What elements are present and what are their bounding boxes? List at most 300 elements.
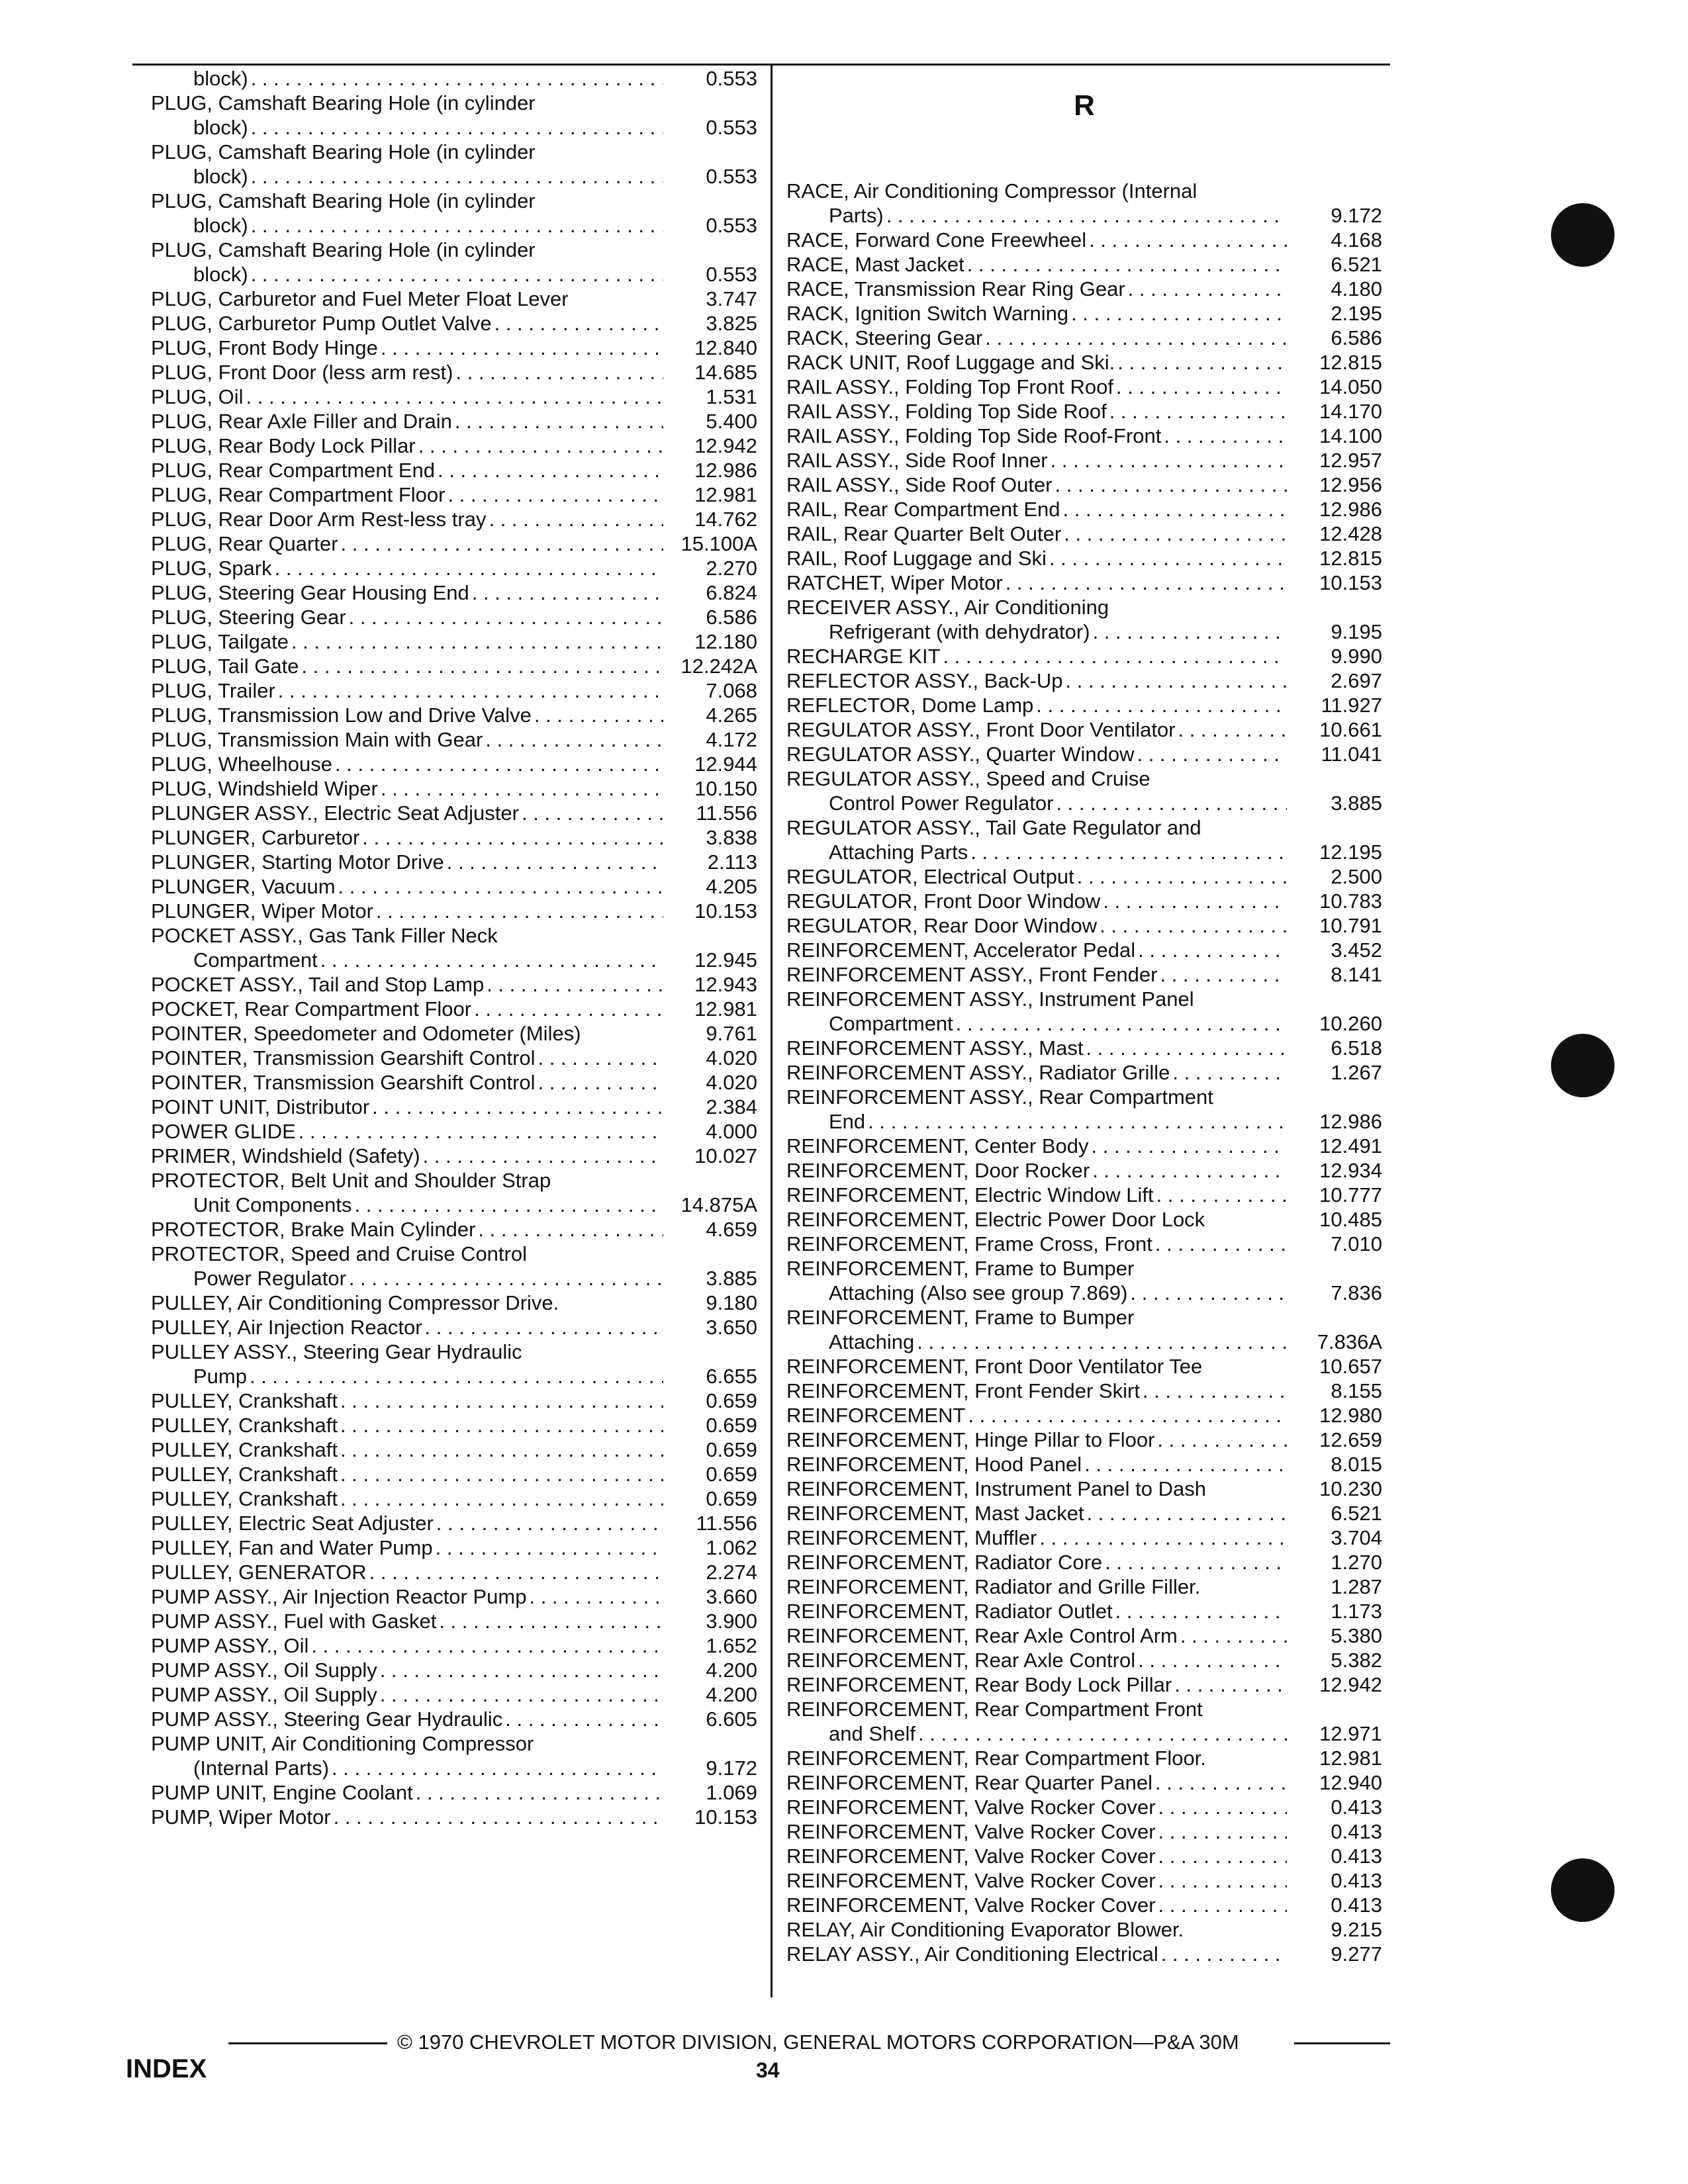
dot-leader: [453, 360, 663, 385]
entry-line: [151, 874, 760, 899]
right-entry-list: [786, 179, 1382, 1966]
entry-name: RAIL ASSY., Folding Top Side Roof-Front: [786, 424, 1162, 447]
entry-name: REFLECTOR, Dome Lamp: [786, 694, 1034, 717]
group-number: 8.141: [1331, 963, 1382, 986]
index-entry: [151, 1780, 760, 1805]
group-number: 10.230: [1319, 1477, 1382, 1500]
group-number: 2.500: [1331, 865, 1382, 888]
group-number: 12.981: [694, 997, 757, 1021]
dot-leader: [1033, 693, 1287, 717]
entry-name: POINT UNIT, Distributor: [151, 1095, 370, 1118]
group-number: 12.180: [694, 630, 757, 653]
entry-name: PLUNGER, Vacuum: [151, 875, 336, 898]
dot-leader: [248, 213, 663, 238]
entry-line: [786, 1354, 1382, 1379]
index-entry: [786, 742, 1382, 766]
entry-name: POINTER, Transmission Gearshift Control: [151, 1071, 536, 1094]
index-entry: [151, 1388, 760, 1413]
index-entry: [786, 375, 1382, 399]
index-entry: [151, 385, 760, 409]
entry-name: RACK UNIT, Roof Luggage and Ski.: [786, 351, 1115, 374]
entry-line: [786, 1036, 1382, 1060]
index-entry: [151, 140, 760, 189]
entry-continuation-text: Compartment: [829, 1012, 953, 1035]
dot-leader: [1068, 301, 1287, 326]
group-number: 9.761: [706, 1022, 757, 1045]
dot-leader: [338, 1462, 663, 1486]
entry-name: RATCHET, Wiper Motor: [786, 571, 1003, 594]
index-entry: [151, 1021, 760, 1046]
dot-leader: [1082, 1452, 1287, 1477]
index-entry: [786, 1917, 1382, 1942]
entry-line: [151, 1070, 760, 1095]
entry-line: [786, 228, 1382, 252]
index-entry: [786, 717, 1382, 742]
group-number: 2.274: [706, 1561, 757, 1584]
dot-leader: [1157, 962, 1287, 987]
entry-name: REGULATOR ASSY., Quarter Window: [786, 743, 1135, 766]
entry-line: [151, 997, 760, 1021]
entry-line: [151, 727, 760, 752]
group-number: 1.069: [706, 1781, 757, 1804]
index-entry: [786, 1868, 1382, 1893]
entry-name: REINFORCEMENT, Hinge Pillar to Floor: [786, 1428, 1155, 1451]
entry-continuation-text: Power Regulator: [193, 1267, 346, 1290]
index-entry: [786, 252, 1382, 277]
entry-name: PLUG, Camshaft Bearing Hole (in cylinder: [151, 189, 536, 212]
entry-name: REGULATOR ASSY., Front Door Ventilator: [786, 718, 1176, 741]
binder-hole-middle: [1551, 1034, 1615, 1097]
entry-line: [151, 507, 760, 531]
entry-line: [786, 1477, 1382, 1501]
entry-name: PLUG, Rear Quarter: [151, 532, 338, 555]
index-entry: [786, 913, 1382, 938]
entry-name: PULLEY, Crankshaft: [151, 1463, 338, 1486]
dot-leader: [346, 1266, 663, 1291]
group-number: 7.068: [706, 679, 757, 702]
group-number: 0.553: [706, 116, 757, 139]
entry-name: REINFORCEMENT, Accelerator Pedal: [786, 938, 1136, 962]
dot-leader: [373, 899, 663, 923]
dot-leader: [484, 972, 663, 997]
dot-leader: [953, 1011, 1287, 1036]
index-entry: [151, 629, 760, 654]
group-number: 6.586: [706, 606, 757, 629]
group-number: 2.384: [706, 1095, 757, 1118]
dot-leader: [329, 1756, 663, 1780]
entry-line: [151, 1658, 760, 1682]
index-entry: [786, 277, 1382, 301]
entry-line: [786, 473, 1382, 497]
entry-line: [151, 605, 760, 629]
group-number: 12.957: [1319, 449, 1382, 472]
entry-name: REINFORCEMENT: [786, 1404, 966, 1427]
index-entry: [151, 1413, 760, 1437]
entry-name: POWER GLIDE: [151, 1120, 296, 1143]
group-number: 1.287: [1331, 1575, 1382, 1598]
entry-line: [151, 1315, 760, 1340]
entry-name: REGULATOR ASSY., Speed and Cruise: [786, 767, 1150, 790]
entry-name: PUMP ASSY., Oil Supply: [151, 1659, 377, 1682]
index-entry: [786, 1550, 1382, 1574]
copyright-notice: © 1970 CHEVROLET MOTOR DIVISION, GENERAL MOTORS CORPORATION—P&A 30M: [397, 2030, 1239, 2054]
dot-leader: [346, 605, 663, 629]
entry-continuation-line: [786, 1330, 1382, 1354]
group-number: 9.215: [1331, 1918, 1382, 1941]
entry-name: RAIL ASSY., Side Roof Outer: [786, 473, 1053, 496]
group-number: 12.659: [1319, 1428, 1382, 1451]
group-number: 3.704: [1331, 1526, 1382, 1549]
group-number: 12.986: [1319, 498, 1382, 521]
dot-leader: [1156, 1819, 1287, 1844]
page-number: 34: [756, 2058, 780, 2082]
index-entry: [786, 1501, 1382, 1525]
entry-name: REINFORCEMENT, Rear Body Lock Pillar: [786, 1673, 1172, 1696]
entry-continuation-text: Parts): [829, 204, 884, 227]
group-number: 3.885: [706, 1267, 757, 1290]
dot-leader: [1135, 938, 1287, 962]
entry-name: PLUG, Spark: [151, 557, 272, 580]
index-entry: [151, 1731, 760, 1780]
entry-line: [151, 531, 760, 556]
index-entry: [151, 703, 760, 727]
entry-name: REINFORCEMENT, Radiator and Grille Filler.: [786, 1575, 1201, 1598]
index-entry: [151, 899, 760, 923]
group-number: 6.521: [1331, 253, 1382, 276]
group-number: 5.382: [1331, 1649, 1382, 1672]
top-rule: [132, 64, 1390, 66]
entry-name: PROTECTOR, Belt Unit and Shoulder Strap: [151, 1169, 551, 1192]
group-number: 11.041: [1321, 743, 1382, 766]
entry-line: [786, 1256, 1382, 1281]
index-entry: [151, 1462, 760, 1486]
entry-line: [786, 1452, 1382, 1477]
group-number: 6.605: [706, 1707, 757, 1731]
index-entry: [151, 825, 760, 850]
group-number: 0.659: [706, 1438, 757, 1461]
entry-name: RACE, Air Conditioning Compressor (Internal: [786, 179, 1197, 203]
group-number: 5.400: [706, 410, 757, 433]
index-entry: [786, 889, 1382, 913]
entry-name: REINFORCEMENT, Rear Quarter Panel: [786, 1771, 1152, 1794]
entry-line: [151, 287, 760, 311]
entry-line: [786, 1599, 1382, 1623]
entry-line: [786, 1648, 1382, 1672]
footer-rule-right: [1294, 2042, 1390, 2044]
entry-name: RAIL, Rear Quarter Belt Outer: [786, 522, 1062, 545]
index-entry: [151, 1535, 760, 1560]
entry-name: POCKET ASSY., Gas Tank Filler Neck: [151, 924, 498, 947]
entry-line: [786, 1819, 1382, 1844]
group-number: 2.195: [1331, 302, 1382, 325]
group-number: 2.697: [1331, 669, 1382, 692]
index-entry: [786, 1795, 1382, 1819]
entry-name: RECEIVER ASSY., Air Conditioning: [786, 596, 1109, 619]
entry-line: [151, 776, 760, 801]
index-entry: [151, 1511, 760, 1535]
entry-name: PROTECTOR, Brake Main Cylinder: [151, 1218, 476, 1241]
entry-line: [151, 360, 760, 385]
entry-line: [786, 668, 1382, 693]
index-entry: [786, 570, 1382, 595]
index-entry: [786, 644, 1382, 668]
index-entry: [151, 1242, 760, 1291]
entry-name: RAIL ASSY., Side Roof Inner: [786, 449, 1048, 472]
entry-continuation-text: and Shelf: [829, 1722, 915, 1745]
group-number: 4.172: [706, 728, 757, 751]
entry-name: REINFORCEMENT, Rear Axle Control Arm: [786, 1624, 1178, 1647]
dot-leader: [336, 874, 663, 899]
group-number: 7.836: [1331, 1281, 1382, 1304]
group-number: 8.155: [1331, 1379, 1382, 1402]
index-entry: [786, 766, 1382, 815]
index-entry: [786, 1623, 1382, 1648]
entry-name: PUMP, Wiper Motor: [151, 1805, 331, 1829]
group-number: 10.791: [1319, 914, 1382, 937]
dot-leader: [331, 1805, 663, 1829]
index-entry: [786, 448, 1382, 473]
index-entry: [786, 1477, 1382, 1501]
entry-name: PLUNGER, Wiper Motor: [151, 899, 373, 923]
group-number: 9.990: [1331, 645, 1382, 668]
dot-leader: [452, 409, 663, 433]
index-entry: [151, 1340, 760, 1388]
dot-leader: [1152, 1232, 1287, 1256]
entry-name: PLUG, Rear Compartment End: [151, 459, 436, 482]
entry-name: REINFORCEMENT, Radiator Outlet: [786, 1600, 1113, 1623]
dot-leader: [1161, 424, 1287, 448]
entry-name: POINTER, Transmission Gearshift Control: [151, 1046, 536, 1069]
index-entry: [786, 595, 1382, 644]
entry-line: [786, 913, 1382, 938]
dot-leader: [413, 1780, 663, 1805]
index-entry: [786, 522, 1382, 546]
entry-name: POCKET ASSY., Tail and Stop Lamp: [151, 973, 485, 996]
group-number: 12.815: [1319, 351, 1382, 374]
entry-line: [151, 850, 760, 874]
group-number: 9.172: [706, 1756, 757, 1780]
dot-leader: [475, 1217, 663, 1242]
group-number: 11.556: [696, 801, 757, 825]
entry-line: [786, 1770, 1382, 1795]
group-number: 0.553: [706, 214, 757, 237]
entry-name: RELAY, Air Conditioning Evaporator Blower.: [786, 1918, 1184, 1941]
entry-line: [786, 1085, 1382, 1109]
index-entry: [786, 1134, 1382, 1158]
entry-name: RAIL, Rear Compartment End: [786, 498, 1060, 521]
entry-name: REINFORCEMENT, Electric Window Lift: [786, 1183, 1154, 1206]
group-number: 12.942: [694, 434, 757, 457]
index-entry: [151, 1584, 760, 1609]
index-entry: [151, 801, 760, 825]
group-number: 12.943: [694, 973, 757, 996]
dot-leader: [338, 1413, 663, 1437]
index-entry: [786, 1085, 1382, 1134]
entry-name: RAIL, Roof Luggage and Ski: [786, 547, 1047, 570]
index-entry: [151, 1217, 760, 1242]
entry-line: [151, 1046, 760, 1070]
entry-line: [786, 252, 1382, 277]
entry-line: [151, 238, 760, 262]
dot-leader: [532, 703, 663, 727]
dot-leader: [1135, 1648, 1287, 1672]
entry-line: [151, 482, 760, 507]
entry-name: PULLEY, GENERATOR: [151, 1561, 367, 1584]
group-number: 4.205: [706, 875, 757, 898]
group-number: 11.927: [1321, 694, 1382, 717]
entry-name: REINFORCEMENT ASSY., Front Fender: [786, 963, 1158, 986]
group-number: 3.900: [706, 1610, 757, 1633]
entry-name: PUMP ASSY., Steering Gear Hydraulic: [151, 1707, 503, 1731]
dot-leader: [308, 1633, 663, 1658]
index-entry: [151, 1633, 760, 1658]
index-entry: [151, 654, 760, 678]
right-column: [786, 66, 1382, 1966]
entry-name: REINFORCEMENT, Electric Power Door Lock: [786, 1208, 1205, 1231]
entry-line: [786, 864, 1382, 889]
group-number: 6.521: [1331, 1502, 1382, 1525]
entry-line: [151, 189, 760, 213]
entry-name: RACE, Transmission Rear Ring Gear: [786, 277, 1125, 300]
index-entry: [151, 1315, 760, 1340]
group-number: 12.981: [694, 483, 757, 506]
binder-hole-bottom: [1551, 1858, 1615, 1922]
group-number: 8.015: [1331, 1453, 1382, 1476]
entry-line: [151, 972, 760, 997]
dot-leader: [1113, 1599, 1287, 1623]
entry-line: [786, 570, 1382, 595]
group-number: 0.553: [706, 67, 757, 90]
entry-name: PUMP ASSY., Fuel with Gasket: [151, 1610, 437, 1633]
index-entry: [151, 678, 760, 703]
entry-name: RACK, Ignition Switch Warning: [786, 302, 1069, 325]
dot-leader: [492, 311, 663, 336]
group-number: 10.150: [694, 777, 757, 800]
index-entry: [151, 458, 760, 482]
entry-name: REINFORCEMENT, Center Body: [786, 1134, 1089, 1158]
entry-name: RACK, Steering Gear: [786, 326, 983, 349]
dot-leader: [1156, 1795, 1287, 1819]
entry-line: [786, 962, 1382, 987]
entry-line: [786, 1501, 1382, 1525]
group-number: 6.586: [1331, 326, 1382, 349]
group-number: 12.980: [1319, 1404, 1382, 1427]
dot-leader: [244, 385, 663, 409]
dot-leader: [338, 1437, 663, 1462]
entry-name: REINFORCEMENT, Frame to Bumper: [786, 1306, 1135, 1329]
index-entry: [786, 1183, 1382, 1207]
index-entry: [151, 531, 760, 556]
group-number: 1.270: [1331, 1551, 1382, 1574]
group-number: 4.265: [706, 704, 757, 727]
entry-name: PULLEY, Fan and Water Pump: [151, 1536, 433, 1559]
dot-leader: [359, 825, 663, 850]
index-entry: [786, 1525, 1382, 1550]
dot-leader: [318, 948, 663, 972]
group-number: 4.020: [706, 1071, 757, 1094]
index-entry: [786, 1599, 1382, 1623]
group-number: 7.836A: [1317, 1330, 1382, 1353]
entry-name: PLUG, Rear Compartment Floor: [151, 483, 445, 506]
entry-name: RAIL ASSY., Folding Top Front Roof: [786, 375, 1113, 398]
index-entry: [151, 1560, 760, 1584]
group-number: 10.661: [1319, 718, 1382, 741]
entry-continuation-text: block): [193, 67, 248, 90]
group-number: 14.100: [1319, 424, 1382, 447]
binder-hole-top: [1551, 203, 1615, 267]
group-number: 14.762: [694, 508, 757, 531]
entry-line: [786, 1305, 1382, 1330]
entry-name: REINFORCEMENT ASSY., Instrument Panel: [786, 987, 1194, 1011]
dot-leader: [369, 1095, 663, 1119]
group-number: 0.413: [1331, 1796, 1382, 1819]
entry-line: [786, 595, 1382, 619]
group-number: 4.000: [706, 1120, 757, 1143]
group-number: 4.020: [706, 1046, 757, 1069]
index-entry: [151, 556, 760, 580]
dot-leader: [434, 1511, 663, 1535]
entry-name: PLUG, Camshaft Bearing Hole (in cylinder: [151, 238, 536, 261]
dot-leader: [248, 164, 663, 189]
group-number: 12.940: [1319, 1771, 1382, 1794]
index-entry: [151, 238, 760, 287]
entry-name: PLUNGER, Carburetor: [151, 826, 360, 849]
entry-continuation-line: [786, 1721, 1382, 1746]
index-entry: [151, 1486, 760, 1511]
entry-name: PLUG, Rear Body Lock Pillar: [151, 434, 416, 457]
index-entry: [151, 972, 760, 997]
group-number: 1.062: [706, 1536, 757, 1559]
index-entry: [151, 1144, 760, 1168]
entry-line: [786, 1942, 1382, 1966]
index-entry: [151, 1095, 760, 1119]
entry-name: PLUG, Camshaft Bearing Hole (in cylinder: [151, 140, 536, 163]
group-number: 14.170: [1319, 400, 1382, 423]
dot-leader: [519, 801, 663, 825]
entry-line: [786, 1844, 1382, 1868]
group-number: 3.885: [1331, 792, 1382, 815]
entry-continuation-text: block): [193, 214, 248, 237]
index-entry: [151, 727, 760, 752]
entry-name: REINFORCEMENT ASSY., Rear Compartment: [786, 1085, 1213, 1109]
group-number: 4.180: [1331, 277, 1382, 300]
entry-continuation-text: (Internal Parts): [193, 1756, 330, 1780]
index-entry: [151, 1168, 760, 1217]
entry-name: PLUNGER, Starting Motor Drive: [151, 850, 444, 874]
entry-line: [786, 644, 1382, 668]
group-number: 6.655: [706, 1365, 757, 1388]
entry-line: [151, 1462, 760, 1486]
entry-name: PLUG, Tail Gate: [151, 655, 299, 678]
entry-name: PUMP UNIT, Engine Coolant: [151, 1781, 413, 1804]
entry-line: [151, 678, 760, 703]
index-entry: [151, 850, 760, 874]
entry-name: PLUG, Camshaft Bearing Hole (in cylinder: [151, 91, 536, 114]
entry-continuation-text: Pump: [193, 1365, 247, 1388]
group-number: 6.518: [1331, 1036, 1382, 1060]
index-entry: [151, 287, 760, 311]
group-number: 9.180: [706, 1291, 757, 1314]
dot-leader: [1176, 717, 1287, 742]
dot-leader: [1074, 864, 1287, 889]
dot-leader: [422, 1315, 663, 1340]
index-entry: [786, 1697, 1382, 1746]
entry-line: [151, 654, 760, 678]
group-number: 0.659: [706, 1487, 757, 1510]
index-entry: [151, 776, 760, 801]
index-entry: [151, 752, 760, 776]
group-number: 0.553: [706, 165, 757, 188]
